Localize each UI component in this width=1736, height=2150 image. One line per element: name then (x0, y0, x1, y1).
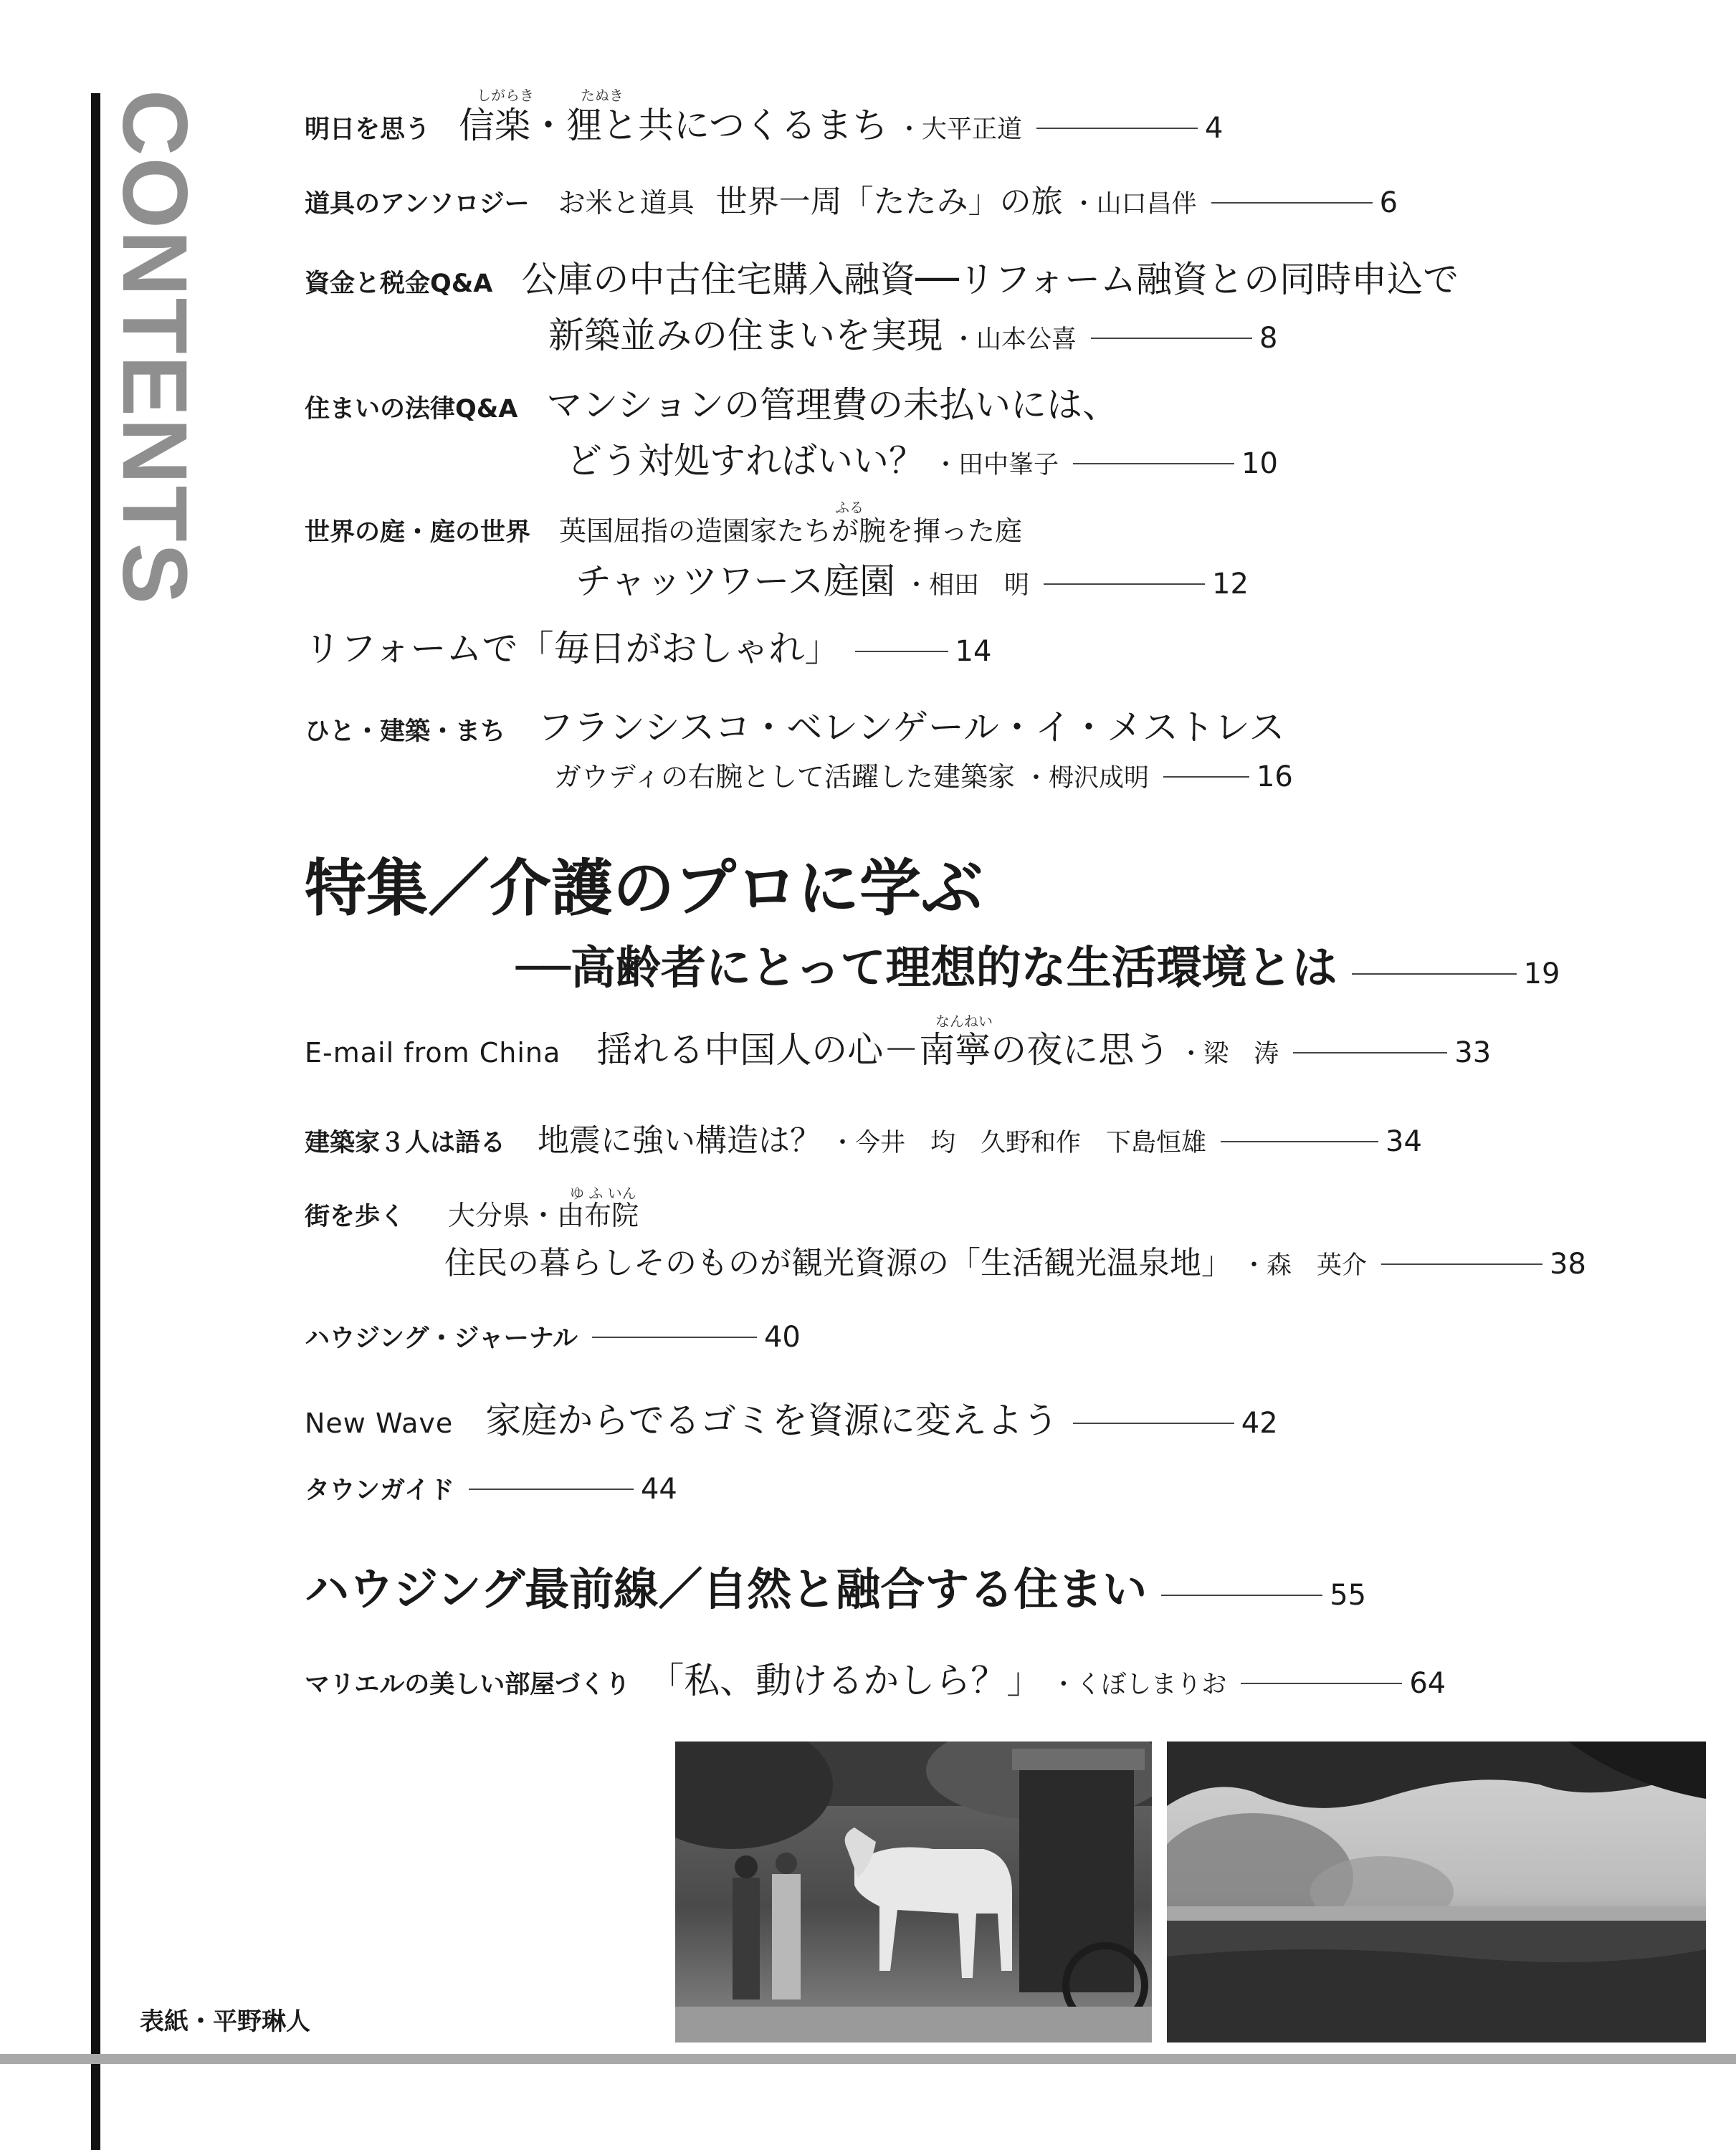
contents-heading: CONTENTS (103, 90, 206, 606)
author: ・相田 明 (904, 571, 1030, 600)
page-number: 8 (1259, 322, 1278, 355)
furigana: しがらき (477, 87, 534, 104)
toc-entry-5[interactable] (305, 499, 1249, 604)
author: ・大平正道 (897, 115, 1023, 144)
feature-subtitle: ──高齢者にとって理想的な生活環境とは (516, 942, 1337, 994)
leader-line (469, 1489, 634, 1490)
entry-title: 大分県・由布院 (448, 1200, 639, 1231)
toc-entry-6[interactable] (305, 620, 991, 672)
furigana: ふる (835, 499, 864, 516)
page-number: 40 (763, 1321, 801, 1354)
entry-title: 地震に強い構造は？ (538, 1122, 822, 1159)
leader-line (1073, 1423, 1234, 1424)
toc-entry-8[interactable] (305, 1013, 1492, 1073)
entry-title: 信楽 (459, 105, 531, 146)
entry-title: 狸と共につくるまち (566, 105, 889, 146)
leader-line (1221, 1141, 1378, 1142)
section-label: マリエルの美しい部屋づくり (305, 1671, 631, 1699)
entry-title: 英国屈指の造園家たちが腕を揮った庭 (559, 515, 1023, 547)
author: ・田中峯子 (933, 451, 1059, 479)
section-label: New Wave (305, 1408, 454, 1439)
page-number: 42 (1241, 1407, 1278, 1440)
toc-entry-10[interactable] (305, 1185, 1586, 1283)
toc-entry-9[interactable] (305, 1114, 1422, 1160)
entry-title-prefix: お米と道具 (558, 187, 695, 219)
photo-horse-carriage (675, 1742, 1152, 2042)
author: ・今井 均 久野和作 下島恒雄 (830, 1129, 1207, 1157)
page-number: 19 (1523, 957, 1560, 990)
author: ・山口昌伴 (1071, 190, 1197, 219)
page-number: 10 (1241, 447, 1278, 480)
section-label: 資金と税金Q&A (305, 269, 493, 298)
page-number: 33 (1454, 1036, 1492, 1069)
entry-subtitle: ガウディの右腕として活躍した建築家 (554, 761, 1015, 793)
leader-line (592, 1337, 757, 1338)
leader-line (1163, 776, 1249, 778)
author: ・くぼしまりお (1051, 1671, 1227, 1699)
entry-title: 揺れる中国人の心－南寧の夜に思う (596, 1029, 1170, 1071)
page-number: 44 (640, 1473, 677, 1506)
leader-line (1036, 128, 1198, 129)
author: ・梁 涛 (1178, 1040, 1279, 1069)
leader-line (1241, 1683, 1402, 1684)
section-label: 世界の庭・庭の世界 (305, 518, 531, 547)
section-label: タウンガイド (305, 1476, 454, 1505)
leader-line (1211, 202, 1373, 204)
section-label: 道具のアンソロジー (305, 190, 530, 219)
entry-title: マンションの管理費の未払いには、 (546, 384, 1119, 426)
page-number: 14 (955, 635, 992, 668)
feature-title: 特集／介護のプロに学ぶ (305, 853, 983, 924)
leader-line (855, 651, 948, 652)
leader-line (1161, 1595, 1322, 1596)
leader-line (1073, 463, 1234, 464)
furigana: たぬき (581, 87, 624, 104)
page-number: 55 (1330, 1579, 1367, 1612)
leader-line (1352, 973, 1517, 975)
leader-line (1044, 583, 1205, 585)
toc-entry-2[interactable] (305, 176, 1398, 221)
cover-credit: 表紙・平野琳人 (140, 2007, 310, 2036)
photo-garden-landscape (1167, 1742, 1706, 2042)
toc-entry-1[interactable] (305, 87, 1224, 148)
section-label: 街を歩く (305, 1203, 406, 1231)
furigana: ゆ ふ いん (570, 1185, 636, 1202)
entry-title: フランシスコ・ベレンゲール・イ・メストレス (538, 707, 1285, 748)
entry-title-line2: チャッツワース庭園 (576, 560, 895, 602)
entry-title: 公庫の中古住宅購入融資──リフォーム融資との同時申込で (521, 259, 1459, 300)
author: ・森 英介 (1241, 1251, 1368, 1280)
leader-line (1091, 338, 1252, 339)
toc-entry-11[interactable] (305, 1319, 801, 1354)
page-number: 6 (1379, 186, 1398, 219)
page-number: 38 (1550, 1248, 1586, 1281)
toc-entry-4[interactable] (305, 376, 1278, 484)
section-label: 建築家３人は語る (305, 1129, 506, 1157)
entry-title: 「私、動けるかしら？」 (648, 1660, 1043, 1701)
page-number: 12 (1212, 568, 1249, 601)
toc-entry-13[interactable] (305, 1471, 677, 1506)
entry-title-line2: 住民の暮らしそのものが観光資源の「生活観光温泉地」 (444, 1245, 1233, 1281)
page-number: 16 (1256, 760, 1293, 793)
entry-title-line2: どう対処すればいい？ (566, 440, 925, 482)
title-separator: ・ (530, 105, 567, 146)
author: ・栂沢成明 (1023, 764, 1149, 793)
leader-line (1293, 1052, 1447, 1054)
page-number: 34 (1386, 1125, 1422, 1158)
page-number: 4 (1205, 112, 1224, 145)
toc-entry-3[interactable] (305, 251, 1459, 358)
section-label: 明日を思う (305, 115, 431, 144)
entry-title-line2: 新築並みの住まいを実現 (548, 315, 943, 356)
leader-line (1381, 1263, 1542, 1265)
toc-entry-7[interactable] (305, 699, 1293, 794)
section-label: E-mail from China (305, 1037, 561, 1069)
furigana: なんねい (935, 1013, 993, 1030)
section-label: 住まいの法律Q&A (305, 395, 518, 424)
page-number: 64 (1409, 1667, 1446, 1700)
left-vertical-rule (91, 93, 100, 2150)
section-label: ひと・建築・まち (305, 717, 506, 746)
entry-title: 家庭からでるゴミを資源に変えよう (485, 1400, 1059, 1441)
bottom-horizontal-rule (0, 2054, 1736, 2064)
feature-entry[interactable] (305, 838, 1560, 997)
toc-entry-12[interactable] (305, 1392, 1278, 1443)
entry-title: 世界一周「たたみ」の旅 (715, 183, 1063, 220)
entry-title: ハウジング最前線／自然と融合する住まい (305, 1563, 1148, 1615)
author: ・山本公喜 (951, 325, 1077, 354)
entry-title: リフォームで「毎日がおしゃれ」 (305, 628, 841, 669)
section-label: ハウジング・ジャーナル (305, 1324, 578, 1353)
toc-entry-14[interactable] (305, 1554, 1366, 1618)
toc-entry-15[interactable] (305, 1652, 1446, 1704)
